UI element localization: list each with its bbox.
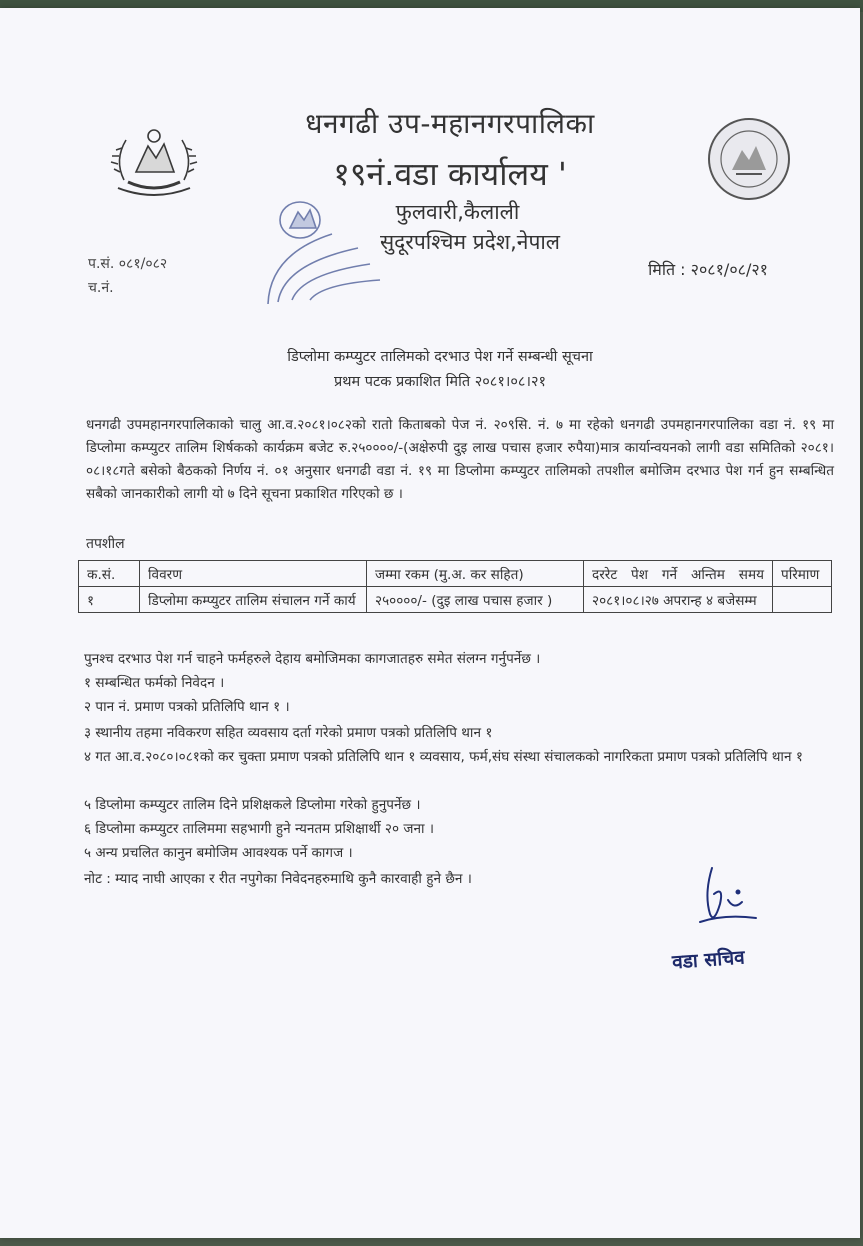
- reference-number: प.सं. ०८१/०८२: [88, 256, 168, 272]
- cell-quantity: [773, 587, 832, 613]
- notice-subject: डिप्लोमा कम्प्युटर तालिमको दरभाउ पेश गर्ने सम्बन्धी सूचना: [287, 349, 593, 365]
- notice-date: मिति : २०८१/०८/२१: [648, 260, 768, 279]
- requirement-item: ५ अन्य प्रचलित कानुन बमोजिम आवश्यक पर्ने कागज ।: [84, 845, 353, 861]
- cell-description: डिप्लोमा कम्प्युटर तालिम संचालन गर्ने कार्य: [140, 587, 367, 613]
- signature-icon: [694, 864, 764, 934]
- cell-sn: १: [79, 587, 140, 613]
- col-header-deadline: दररेट पेश गर्ने अन्तिम समय: [584, 561, 773, 587]
- notice-body: धनगढी उपमहानगरपालिकाको चालु आ.व.२०८१।०८२को रातो किताबको पेज नं. २०९सि. नं. ७ मा रहेको धनगढी उपमहानगरपालिका वडा नं. १९ मा डिप्लोमा कम्प्युटर तालिम शिर्षकको कार्यक्रम बजेट रु.२५००००/-(अक्षेरुपी दुइ लाख पचास हजार रुपैया)मात्र कार्यान्वयनको लागी वडा समितिको २०८१।०८।१८गते बसेको बैठकको निर्णय नं. ०१ अनुसार धनगढी वडा नं. १९ मा डिप्लोमा कम्प्युटर तालिमको तपशील बमोजिम दरभाउ पेश गर्न हुन सम्बन्धित सबैको जानकारीको लागी यो ७ दिने सूचना प्रकाशित गरिएको छ ।: [86, 417, 834, 502]
- requirements-intro: पुनश्च दरभाउ पेश गर्न चाहने फर्महरुले देहाय बमोजिमका कागजातहरु समेत संलग्न गर्नुपर्नेछ ।: [84, 651, 541, 667]
- table-row: [79, 587, 832, 613]
- table-header-row: [79, 561, 832, 587]
- details-label: तपशील: [86, 536, 125, 552]
- col-header-quantity: परिमाण: [773, 561, 832, 587]
- office-location: फुलवारी,कैलाली: [395, 200, 520, 224]
- requirement-item: ५ डिप्लोमा कम्प्युटर तालिम दिने प्रशिक्षकले डिप्लोमा गरेको हुनुपर्नेछ ।: [84, 797, 421, 813]
- col-header-description: विवरण: [140, 561, 367, 587]
- signatory-title: वडा सचिव: [671, 946, 746, 974]
- municipality-title: धनगढी उप-महानगरपालिका: [305, 107, 595, 140]
- province-name: सुदूरपश्चिम प्रदेश,नेपाल: [379, 230, 561, 254]
- notice-document: [0, 8, 860, 1238]
- notice-note: नोट : म्याद नाघी आएका र रीत नपुगेका निवेदनहरुमाथि कुनै कारवाही हुने छैन ।: [84, 871, 472, 887]
- requirement-item: ४ गत आ.व.२०८०।०८१को कर चुक्ता प्रमाण पत्रको प्रतिलिपि थान १ व्यवसाय, फर्म,संघ संस्था संचालकको नागरिकता प्रमाण पत्रको प्रतिलिपि थान १: [84, 749, 803, 765]
- requirement-item: १ सम्बन्धित फर्मको निवेदन ।: [84, 675, 225, 691]
- requirement-item: ६ डिप्लोमा कम्प्युटर तालिममा सहभागी हुने न्यनतम प्रशिक्षार्थी २० जना ।: [84, 821, 434, 837]
- publication-date: प्रथम पटक प्रकाशित मिति २०८१।०८।२१: [333, 374, 547, 390]
- col-header-amount: जम्मा रकम (मु.अ. कर सहित): [367, 561, 584, 587]
- requirement-item: २ पान नं. प्रमाण पत्रको प्रतिलिपि थान १ ।: [84, 699, 290, 715]
- details-table: [78, 560, 832, 613]
- requirement-item: ३ स्थानीय तहमा नविकरण सहित व्यवसाय दर्ता गरेको प्रमाण पत्रको प्रतिलिपि थान १: [84, 725, 493, 741]
- ward-office-title: १९नं.वडा कार्यालय ': [333, 155, 567, 193]
- col-header-sn: क.सं.: [79, 561, 140, 587]
- cell-deadline: २०८१।०८।२७ अपरान्ह ४ बजेसम्म: [584, 587, 773, 613]
- cell-amount: २५००००/- (दुइ लाख पचास हजार ): [367, 587, 584, 613]
- dispatch-number: च.नं.: [88, 280, 114, 296]
